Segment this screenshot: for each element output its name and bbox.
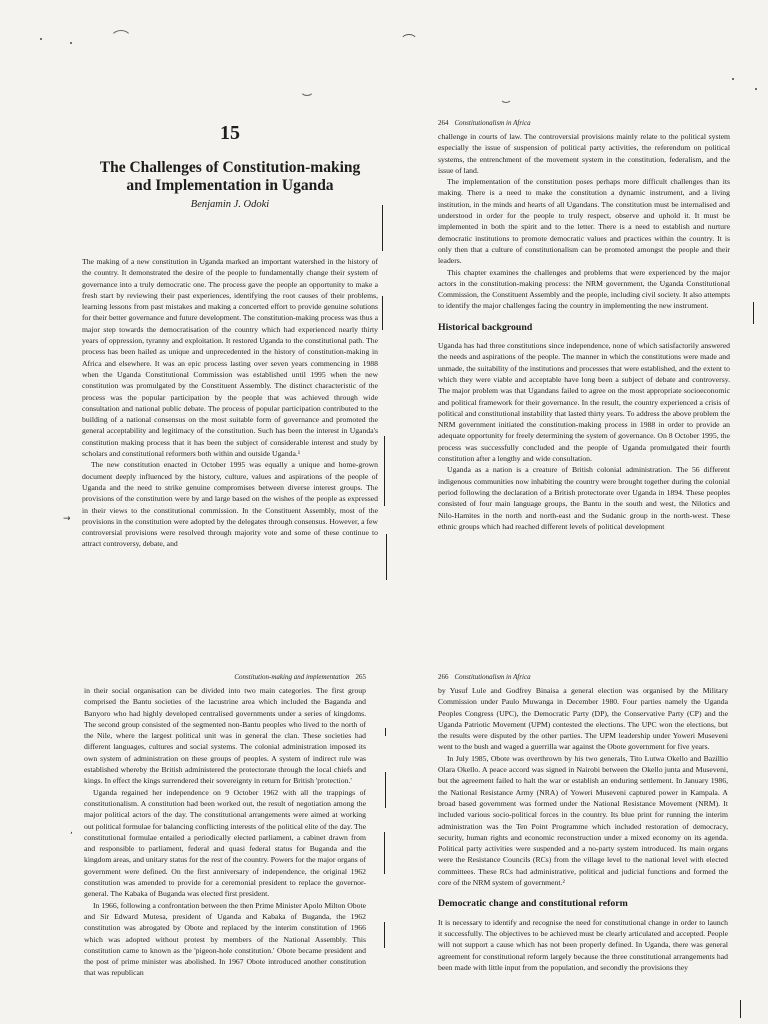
margin-bar: [386, 534, 387, 580]
paragraph: Uganda as a nation is a creature of British colonial administration. The 56 different indigenous communities now inhabiting the country were brought together during the colonial period following the declaration of a British protectorate over Uganda in 1894. These peoples consisted of four main language groups, the Bantu in the south and west, the Nilotics and Nilo-Hamites in the north and north-east and the Sudanic group in the north-west. These ethnic groups which had reached different levels of political development: [438, 465, 730, 531]
paragraph: This chapter examines the challenges and problems that were experienced by the major actors in the constitution-making process: the NRM government, the Uganda Constitutional Commission, the Constituent Assembly and the people, including civil society. It also attempts to identify the major challenges facing the country in implementing the new instrument.: [438, 267, 730, 311]
paragraph: Uganda regained her independence on 9 October 1962 with all the trappings of constitutionalism. A constitution had been worked out, the result of negotiation among the major political actors of the day. The constitutional arrangements were aimed at working out political formulae for balancing conflicting interests of the political elite of the day. The constitutional formulae entailed a periodically elected parliament, a cabinet drawn from and responsible to parliament, federal and quasi federal status for Buganda and the kingdom areas, and unitary status for the rest of the country. Powers for the major organs of government were defined. On the first anniversary of independence, the original 1962 constitution was amended to provide for a ceremonial president to replace the governor- general. The Kabaka of Buganda was elected first president.: [84, 787, 366, 899]
running-head: [84, 672, 366, 682]
section-heading: Democratic change and constitutional reform: [438, 898, 628, 910]
scan-speck: [70, 42, 72, 44]
paragraph: Uganda has had three constitutions since independence, none of which satisfactorily answered the needs and aspirations of the people. The manner in which the constitutions were made and unmade, the suitability of the institutions and processes that were established, and the extent to which they were viable and acceptable have long been a subject of debate and controversy. The major problem was that Ugandans failed to agree on the most appropriate socioeconomic and political framework for their governance. In the result, the country experienced a crisis of political and constitutional instability that lasted thirty years. To address the above problem the NRM government initiated the constitution-making process in 1988 in order to provide an adequate opportunity for freely determining the system of governance. On 8 October 1995, the process was successfully concluded and the people of Uganda promulgated their fourth constitution after a lengthy and wide consultation.: [438, 341, 730, 464]
margin-bar: [753, 302, 754, 324]
binding-shadow-mark: [300, 84, 314, 96]
margin-arrow-icon: →: [63, 514, 71, 524]
paragraph: by Yusuf Lule and Godfrey Binaisa a general election was organised by the Military Commission under Paulo Muwanga in December 1980. Four parties namely the Uganda Peoples Congress (UPC), the Democratic Party (DP), the Conservative Party (CP) and the Uganda Patriotic Movement (UPM) contested the elections. The UPC won the elections, but the results were disputed by the other parties. The UPM leadership under Yoweri Museveni went to the bush and waged a guerrilla war against the Obote government for five years.: [438, 686, 728, 752]
running-head: [438, 118, 730, 128]
page-264: [438, 118, 730, 598]
running-head-title: Constitutionalism in Africa: [454, 119, 531, 127]
paragraph: in their social organisation can be divided into two main categories. The first group comprised the Bantu societies of the lacustrine area which included the Baganda and Banyoro who had highly developed centralised governments under a series of kingdoms. The second group consisted of the segmented non-Bantu peoples who lived to the north of the Nile, where the largest political unit was in general the clan. These societies had different languages, cultures and social systems. The colonial administration imposed its own system of administration on these groups of peoples. A system of indirect rule was established whereby the British administered the protectorate through the local chiefs and kings. In effect the kings surrendered their sovereignty in return for British 'protection.': [84, 686, 366, 786]
page-266: [438, 672, 728, 1024]
body-text: [84, 685, 366, 979]
binding-shadow-mark: [500, 92, 512, 103]
binding-shadow-mark: [400, 34, 418, 50]
body-text: [438, 131, 730, 532]
page-number: 266: [438, 673, 449, 681]
body-text: [82, 256, 378, 550]
section-heading: Historical background: [438, 321, 533, 333]
margin-bar: [385, 728, 386, 736]
chapter-number: 15: [220, 122, 240, 144]
scan-speck: [755, 88, 757, 90]
margin-bar: [384, 922, 385, 948]
chapter-author: Benjamin J. Odoki: [190, 199, 270, 210]
paragraph: The new constitution enacted in October 1995 was equally a unique and home-grown document deeply influenced by the history, culture, values and aspirations of the people of Uganda and the need to strike genuine compromises between diverse interest groups. The provisions of the constitution were by and large based on the wishes of the people as expressed in their views to the constitutional commission. In the Constituent Assembly, most of the provisions in the constitution were adopted by the delegates through consensus. However, a few controversial provisions were resolved through majority vote and some of these continue to attract controversy, debate, and: [82, 460, 378, 549]
margin-bar: [382, 296, 383, 330]
scan-speck: [40, 38, 42, 40]
paragraph: In July 1985, Obote was overthrown by his two generals, Tito Lutwa Okello and Bazillio Olara Okello. A peace accord was signed in Nairobi between the Okello junta and Museveni, but the agreement failed to halt the war or establish an enduring settlement. In January 1986, the National Resistance Army (NRA) of Yoweri Museveni captured power in Kampala. A broad based government was formed under the National Resistance Movement (NRM). It included various socio-political forces in the country. Its blue print for running the interim administration was the Ten Point Programme which included restoration of democracy, security, human rights and economic reconstruction under a mixed economy on its agenda. Political party activities were suspended and a no-party system introduced. Its main organs were the Resistance Councils (RCs) from the village level to the national level with elected committees. These RCs had administrative, political and judicial functions and formed the core of the NRM system of government.²: [438, 753, 728, 888]
page-number: 265: [355, 673, 366, 681]
margin-bar: [740, 1000, 741, 1018]
margin-arrow-icon: ,: [70, 826, 73, 836]
running-head-title: Constitution-making and implementation: [234, 673, 350, 681]
margin-bar: [384, 436, 385, 506]
body-text: [438, 685, 728, 973]
paragraph: It is necessary to identify and recognise the need for constitutional change in order to launch it successfully. The objectives to be achieved must be clearly articulated and accepted. People will not support a cause which has not been properly defined. In Uganda, there was general agreement for constitutional reform largely because the three constitutional arrangements had been made with little input from the population, and secondly the provisions they: [438, 917, 728, 972]
chapter-opening-page: [82, 118, 378, 618]
running-head: [438, 672, 728, 682]
margin-bar: [385, 772, 386, 808]
margin-bar: [384, 832, 385, 874]
paragraph: The implementation of the constitution poses perhaps more difficult challenges than its making. There is a need to make the constitution a dynamic instrument, and a living institution, in the minds and hearts of all Ugandans. The constitution must be internalised and understood in order for the people to truly respect, observe and uphold it. It must be implemented in both the spirit and to the letter. There is a need to establish and nurture democratic institutions to promote democratic values and practices within the country. It is only then that a culture of constitutionalism can be promoted amongst the people and their leaders.: [438, 177, 730, 266]
scan-speck: [732, 78, 734, 80]
paragraph: The making of a new constitution in Uganda marked an important watershed in the history of the country. It demonstrated the desire of the people to fundamentally change their system of governance into a truly democratic one. The process gave the people an opportunity to make a fresh start by reviewing their past experiences, identifying the root causes of their problems, learning lessons from past mistakes and making a concerted effort to provide genuine solutions for their better governance and future development. The constitution-making process was thus a major step towards the democratisation of the country which had experienced nearly thirty years of oppression, tyranny and exploitation. It restored Uganda to the constitutional path. The process has been hailed as unique and unprecedented in the history of constitution-making in Africa and elsewhere. It was an epic process lasting over seven years commencing in 1988 when the Uganda Constitutional Commission was established until 1995 when the new constitution was promulgated by the Constituent Assembly. The distinct characteristic of the process was the popular participation by the people that was achieved through wide consultation and national public debate. The process of popular participation contributed to the building of a national consensus on the most suitable form of governance and promoted the general acceptability and legitimacy of the constitution. Such has been the interest in Uganda's constitution making process that it has been the subject of considerable interest and study by scholars and constitutional reformers both within and outside Uganda.¹: [82, 257, 378, 459]
page-number: 264: [438, 119, 449, 127]
binding-shadow-mark: [110, 30, 132, 50]
paragraph: In 1966, following a confrontation between the then Prime Minister Apolo Milton Obote and Sir Edward Mutesa, president of Uganda and Kabaka of Buganda, the 1962 constitution was abrogated by Obote and replaced by the interim constitution of 1966 which was adopted without protest by members of the National Assembly. This constitution came to known as the 'pigeon-hole constitution.' Obote became president and the post of prime minister was abolished. In 1967 Obote introduced another constitution that was republican: [84, 900, 366, 978]
chapter-title: The Challenges of Constitution-making and Implementation in Uganda: [99, 159, 361, 194]
running-head-title: Constitutionalism in Africa: [454, 673, 531, 681]
margin-bar: [382, 205, 383, 251]
page-265: [84, 672, 366, 1024]
paragraph: challenge in courts of law. The controversial provisions mainly relate to the political system especially the issue of suspension of political party activities, the referendum on political systems, the entrenchment of the movement system in the constitution, federalism, and the issue of land.: [438, 132, 730, 175]
